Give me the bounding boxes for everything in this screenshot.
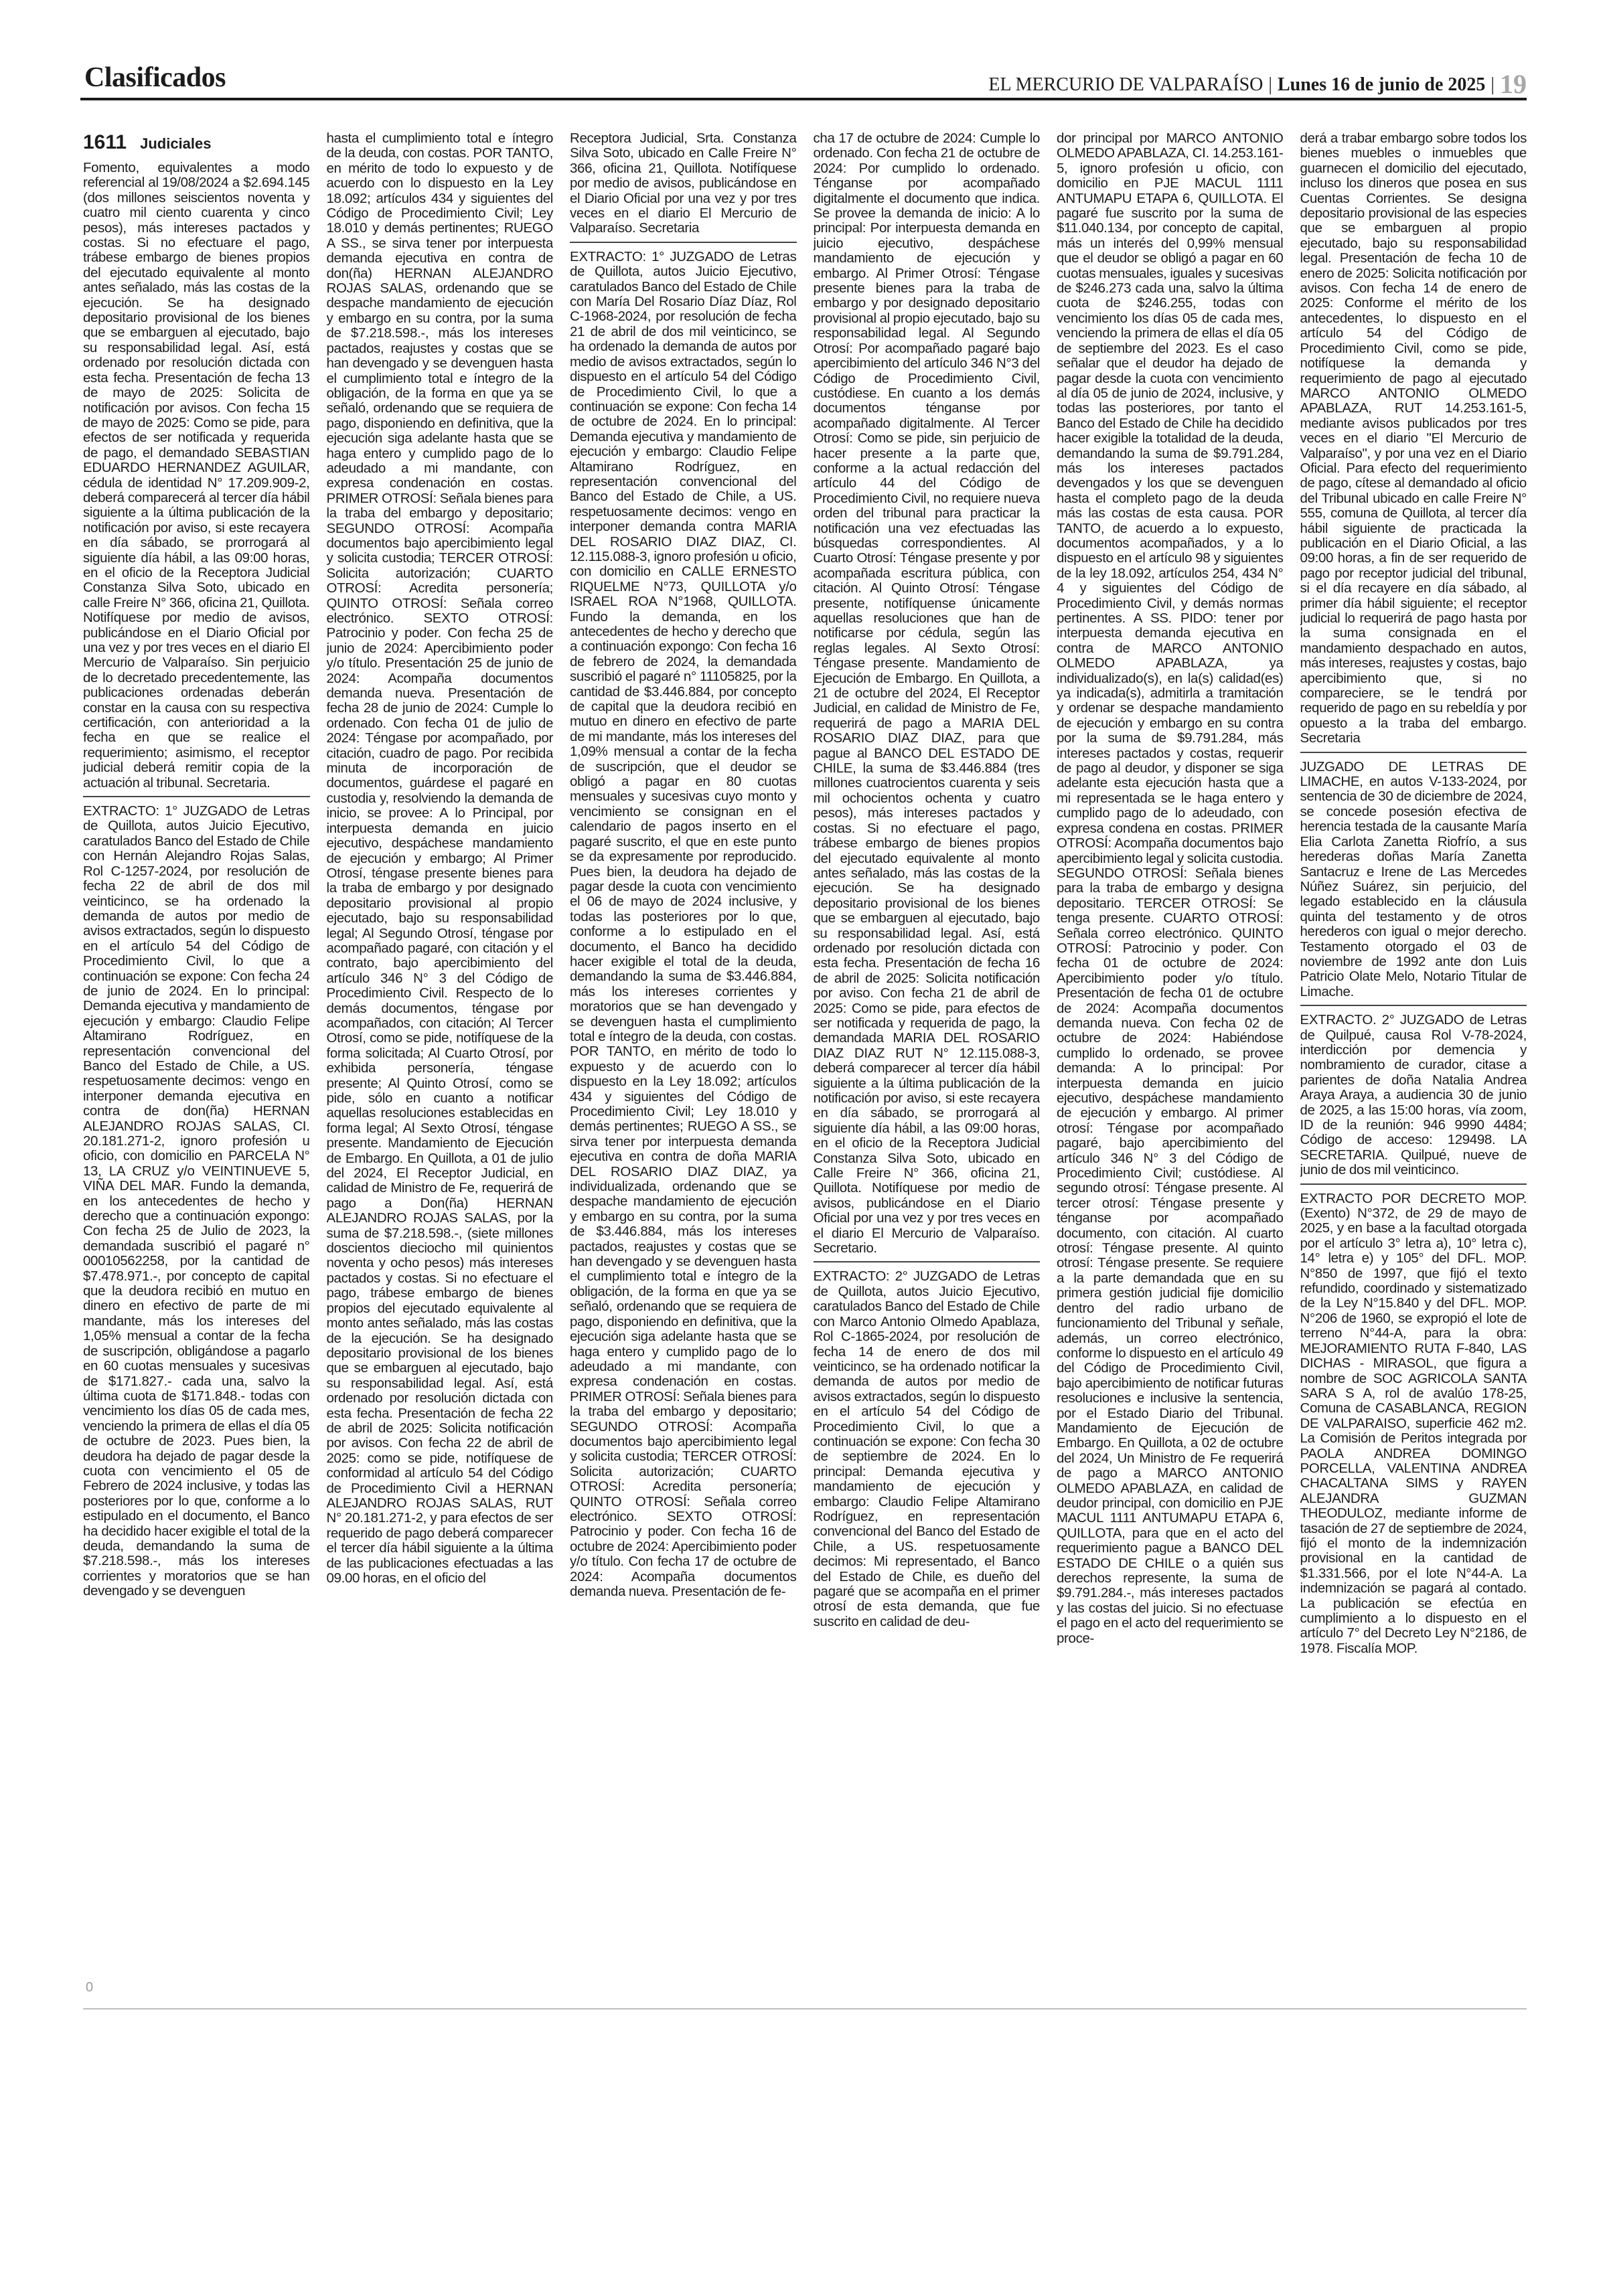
column-6 xyxy=(1300,131,1527,1979)
column-3 xyxy=(570,131,797,1979)
notice-text: hasta el cumplimiento total e íntegro de la deuda, con costas. POR TANTO, en mérito de todo lo expuesto y de acuerdo con lo dispuesto en la Ley 18.092; artículos 434 y siguientes del Código de Procedimiento Civil; Ley 18.010 y demás pertinentes; RUEGO A SS., se sirva tener por interpuesta demanda ejecutiva en contra de don(ña) HERNAN ALEJANDRO ROJAS SALAS, ordenando que se despache mandamiento de ejecución y embargo en su contra, por la suma de $7.218.598.-, más los intereses pactados, reajustes y costas que se han devengado y se devenguen hasta el cumplimiento total e íntegro de la obligación, de la forma en que ya se señaló, ordenando que se requiera de pago, disponiendo en definitiva, que la ejecución siga adelante hasta que se haga entero y cumplido pago de lo adeudado a mi mandante, con expresa condenación en costas. PRIMER OTROSÍ: Señala bienes para la traba del embargo y depositario; SEGUNDO OTROSÍ: Acompaña documentos bajo apercibimiento legal y solicita custodia; TERCER OTROSÍ: Solicita autorización; CUARTO OTROSÍ: Acredita personería; QUINTO OTROSÍ: Señala correo electrónico. SEXTO OTROSÍ: Patrocinio y poder. Con fecha 25 de junio de 2024: Apercibimiento poder y/o título. Presentación 25 de junio de 2024: Acompaña documentos demanda nueva. Presentación de fecha 28 de junio de 2024: Cumple lo ordenado. Con fecha 01 de julio de 2024: Téngase por acompañado, por citación, cuadro de pago. Por recibida minuta de incorporación de documentos, guárdese el pagaré en custodia y, resolviendo la demanda de inicio, se provee: A lo Principal, por interpuesta demanda en juicio ejecutivo, despáchese mandamiento de ejecución y embargo; Al Primer Otrosí, téngase presente bienes para la traba de embargo y por designado depositario provisional al propio ejecutado, bajo su responsabilidad legal; Al Segundo Otrosí, téngase por acompañado pagaré, con citación y el contrato, bajo apercibimiento del artículo 346 N° 3 del Código de Procedimiento Civil. Respecto de lo demás documentos, téngase por acompañados, con citación; Al Tercer Otrosí, como se pide, notifíquese de la forma solicitada; Al Cuarto Otrosí, por exhibida personería, téngase presente; Al Quinto Otrosí, como se pide, sólo en cuanto a notificar aquellas resoluciones establecidas en forma legal; Al Sexto Otrosí, téngase presente. Mandamiento de Ejecución de Embargo. En Quillota, a 01 de julio del 2024, El Receptor Judicial, en calidad de Ministro de Fe, requerirá de pago a Don(ña) HERNAN ALEJANDRO ROJAS SALAS, por la suma de $7.218.598.-, (siete millones doscientos dieciocho mil quinientos noventa y ocho pesos) más intereses pactados y costas. Si no efectuare el pago, trábese embargo de bienes propios del ejecutado equivalente al monto antes señalado, más las costas de la ejecución. Se ha designado depositario provisional de los bienes que se embarguen al ejecutado, bajo su responsabilidad legal. Así, está ordenado por resolución dictada con esta fecha. Presentación de fecha 22 de abril de 2025: Solicita notificación por avisos. Con fecha 22 de abril de 2025: como se pide, notifíquese de conformidad al artículo 54 del Código de Procedimiento Civil a HERNAN ALEJANDRO ROJAS SALAS, RUT N° 20.181.271-2, y para efectos de ser requerido de pago deberá comparecer el tercer día hábil siguiente a la última de las publicaciones efectuadas a las 09.00 horas, en el oficio del xyxy=(326,131,553,1586)
notice-text: EXTRACTO POR DECRETO MOP. (Exento) N°372, de 29 de mayo de 2025, y en base a la facultad otorgada por el artículo 3° letra a), 10° letra c), 14° letra e) y 105° del DFL. MOP. N°850 de 1997, que fijó el texto refundido, coordinado y sistematizado de la Ley N°15.840 y del DFL. MOP. N°206 de 1960, se expropió el lote de terreno N°44-A, para la obra: MEJORAMIENTO RUTA F-840, LAS DICHAS - MIRASOL, que figura a nombre de SOC AGRICOLA SANTA SARA S A, rol de avalúo 178-25, Comuna de CASABLANCA, REGION DE VALPARAISO, superficie 462 m2. La Comisión de Peritos integrada por PAOLA ANDREA DOMINGO PORCELLA, VALENTINA ANDREA CHACALTANA SIMS y RAYEN ALEJANDRA GUZMAN THEODULOZ, mediante informe de tasación de 27 de septiembre de 2024, fijó el monto de la indemnización provisional en la cantidad de $1.331.566, por el lote N°44-A. La indemnización se pagará al contado. La publicación se efectúa en cumplimiento a lo dispuesto en el artículo 7° del Decreto Ley N°2186, de 1978. Fiscalía MOP. xyxy=(1300,1190,1527,1656)
masthead xyxy=(988,68,1527,100)
issue-date: Lunes 16 de junio de 2025 xyxy=(1277,74,1486,95)
separator: | xyxy=(1490,74,1495,95)
newspaper-name: EL MERCURIO DE VALPARAÍSO xyxy=(988,74,1264,95)
classifieds-columns xyxy=(83,131,1527,1979)
bottom-rule xyxy=(83,2008,1527,2010)
section-code-number: 1611 xyxy=(83,131,127,153)
notice-text: cha 17 de octubre de 2024: Cumple lo ordenado. Con fecha 21 de octubre de 2024: Por cumplido lo ordenado. Ténganse por acompañado digitalmente el documento que indica. Se provee la demanda de inicio: A lo principal: Por interpuesta demanda en juicio ejecutivo, despáchese mandamiento de ejecución y embargo. Al Primer Otrosí: Téngase presente bienes para la traba de embargo y por designado depositario provisional al propio ejecutado, bajo su responsabilidad legal. Al Segundo Otrosí: Por acompañado pagaré bajo apercibimiento del artículo 346 N°3 del Código de Procedimiento Civil, custódiese. En cuanto a los demás documentos ténganse por acompañado digitalmente. Al Tercer Otrosí: Como se pide, sin perjuicio de hacer presente a la parte que, conforme a la actual redacción del artículo 44 del Código de Procedimiento Civil, no requiere nueva orden del tribunal para practicar la notificación una vez efectuadas las búsquedas correspondientes. Al Cuarto Otrosí: Téngase presente y por acompañada escritura pública, con citación. Al Quinto Otrosí: Téngase presente, notifíquense únicamente aquellas resoluciones que han de notificarse por cédula, según las reglas legales. Al Sexto Otrosí: Téngase presente. Mandamiento de Ejecución de Embargo. En Quillota, a 21 de octubre del 2024, El Receptor Judicial, en calidad de Ministro de Fe, requerirá de pago a MARIA DEL ROSARIO DIAZ DIAZ, para que pague al BANCO DEL ESTADO DE CHILE, la suma de $3.446.884 (tres millones cuatrocientos cuarenta y seis mil ochocientos ochenta y cuatro pesos), más intereses pactados y costas. Si no efectuare el pago, trábese embargo de bienes propios del ejecutado equivalente al monto antes señalado, más las costas de la ejecución. Se ha designado depositario provisional de los bienes que se embarguen al ejecutado, bajo su responsabilidad legal. Así, está ordenado por resolución dictada con esta fecha. Presentación de fecha 16 de abril de 2025: Solicita notificación por aviso. Con fecha 21 de abril de 2025: Como se pide, para efectos de ser notificada y requerida de pago, la demandada MARIA DEL ROSARIO DIAZ DIAZ RUT N° 12.115.088-3, deberá comparecer al tercer día hábil siguiente a la última publicación de la notificación por aviso, si este recayera en día sábado, se prorrogará al siguiente día hábil, a las 09:00 horas, en el oficio de la Receptora Judicial Constanza Silva Soto, ubicado en Calle Freire N° 366, oficina 21, Quillota. Notifíquese por medio de avisos, publicándose en el Diario Oficial por una vez y por tres veces en el diario El Mercurio de Valparaíso. Secretario. xyxy=(813,131,1040,1256)
notice-divider xyxy=(1300,1183,1527,1185)
page-number: 19 xyxy=(1500,69,1527,99)
column-1 xyxy=(83,131,310,1979)
notice-text: Receptora Judicial, Srta. Constanza Silva Soto, ubicado en Calle Freire N° 366, oficina 21, Quillota. Notifíquese por medio de avisos, publicándose en el Diario Oficial por una vez y por tres veces en el diario El Mercurio de Valparaíso. Secretaria xyxy=(570,131,797,236)
notice-text: EXTRACTO: 1° JUZGADO de Letras de Quillota, autos Juicio Ejecutivo, caratulados Banco del Estado de Chile con María Del Rosario Díaz Díaz, Rol C-1968-2024, por resolución de fecha 21 de abril de dos mil veinticinco, se ha ordenado la demanda de autos por medio de avisos extractados, según lo dispuesto en el artículo 54 del Código de Procedimiento Civil, lo que a continuación se expone: Con fecha 14 de octubre de 2024. En lo principal: Demanda ejecutiva y mandamiento de ejecución y embargo: Claudio Felipe Altamirano Rodríguez, en representación convencional del Banco del Estado de Chile, a US. respetuosamente decimos: vengo en interponer demanda contra MARIA DEL ROSARIO DIAZ DIAZ, CI. 12.115.088-3, ignoro profesión u oficio, con domicilio en CALLE ERNESTO RIQUELME N°73, QUILLOTA y/o ISRAEL ROA N°1968, QUILLOTA. Fundo la demanda, en los antecedentes de hecho y derecho que a continuación expongo: Con fecha 16 de febrero de 2024, la demandada suscribió el pagaré n° 11105825, por la cantidad de $3.446.884, por concepto de capital que la deudora recibió en mutuo en dinero en efectivo de parte de mi mandante, más los intereses del 1,09% mensual a contar de la fecha de suscripción, que el deudor se obligó a pagar en 80 cuotas mensuales y sucesivas cuyo monto y vencimiento se consignan en el calendario de pagos inserto en el pagaré suscrito, el que en este punto se da expresamente por reproducido. Pues bien, la deudora ha dejado de pagar desde la cuota con vencimiento el 06 de mayo de 2024 inclusive, y todas las posteriores por lo que, conforme a lo estipulado en el documento, el Banco ha decidido hacer exigible el total de la deuda, demandando la suma de $3.446.884, más los intereses corrientes y moratorios que se han devengado y se devenguen hasta el cumplimiento total e íntegro de la deuda, con costas. POR TANTO, en mérito de todo lo expuesto y de acuerdo con lo dispuesto en la Ley 18.092; artículos 434 y siguientes del Código de Procedimiento Civil; Ley 18.010 y demás pertinentes; RUEGO A SS., se sirva tener por interpuesta demanda ejecutiva en contra de doña MARIA DEL ROSARIO DIAZ DIAZ, ya individualizada, ordenando que se despache mandamiento de ejecución y embargo en su contra, por la suma de $3.446.884, más los intereses pactados, reajustes y costas que se han devengado y se devenguen hasta el cumplimiento total e íntegro de la obligación, de la forma en que ya se señaló, ordenando que se requiera de pago, disponiendo en definitiva, que la ejecución siga adelante hasta que se haga entero y cumplido pago de lo adeudado a mi mandante, con expresa condenación en costas. PRIMER OTROSÍ: Señala bienes para la traba del embargo y depositario; SEGUNDO OTROSÍ: Acompaña documentos bajo apercibimiento legal y solicita custodia; TERCER OTROSÍ: Solicita autorización; CUARTO OTROSÍ: Acredita personería; QUINTO OTROSÍ: Señala correo electrónico. SEXTO OTROSÍ: Patrocinio y poder. Con fecha 16 de octubre de 2024: Apercibimiento poder y/o título. Con fecha 17 de octubre de 2024: Acompaña documentos demanda nueva. Presentación de fe- xyxy=(570,248,797,1599)
separator: | xyxy=(1268,74,1272,95)
notice-text: dor principal por MARCO ANTONIO OLMEDO APABLAZA, CI. 14.253.161-5, ignoro profesión u oficio, con domicilio en PJE MACUL 1111 ANTUMAPU ETAPA 6, QUILLOTA. El pagaré fue suscrito por la suma de $11.040.134, por concepto de capital, más un interés del 0,99% mensual que el deudor se obligó a pagar en 60 cuotas mensuales, iguales y sucesivas de $246.273 cada una, salvo la última cuota de $246.255, todas con vencimiento los días 05 de cada mes, venciendo la primera de ellas el día 05 de septiembre del 2023. Es el caso señalar que el deudor ha dejado de pagar desde la cuota con vencimiento al día 05 de junio de 2024, inclusive, y todas las posteriores, por tanto el Banco del Estado de Chile ha decidido hacer exigible la totalidad de la deuda, demandando la suma de $9.791.284, más los intereses pactados devengados y los que se devenguen hasta el completo pago de la deuda más las costas de esta causa. POR TANTO, de acuerdo a lo expuesto, documentos acompañados, y a lo dispuesto en el artículo 98 y siguientes de la ley 18.092, artículos 254, 434 N° 4 y siguientes del Código de Procedimiento Civil, y demás normas pertinentes. A SS. PIDO: tener por interpuesta demanda ejecutiva en contra de MARCO ANTONIO OLMEDO APABLAZA, ya individualizado(s), en la(s) calidad(es) ya indicada(s), admitirla a tramitación y ordenar se despache mandamiento de ejecución y embargo en su contra por la suma de $9.791.284, más intereses pactados y costas, requerir de pago al deudor, y disponer se siga adelante esta ejecución hasta que a mi representada se le haga entero y cumplido pago de lo adeudado, con expresa condena en costas. PRIMER OTROSÍ: Acompaña documentos bajo apercibimiento legal y solicita custodia. SEGUNDO OTROSÍ: Señala bienes para la traba de embargo y designa depositario. TERCER OTROSÍ: Se tenga presente. CUARTO OTROSÍ: Señala correo electrónico. QUINTO OTROSÍ: Patrocinio y poder. Con fecha 01 de octubre de 2024: Apercibimiento poder y/o título. Presentación de fecha 01 de octubre de 2024: Acompaña documentos demanda nueva. Con fecha 02 de octubre de 2024: Habiéndose cumplido lo ordenado, se provee demanda: A lo principal: Por interpuesta demanda en juicio ejecutivo, despáchese mandamiento de ejecución y embargo. Al primer otrosí: Téngase por acompañado pagaré, bajo apercibimiento del artículo 346 N° 3 del Código de Procedimiento Civil; custódiese. Al segundo otrosí: Téngase presente. Al tercer otrosí: Téngase presente y ténganse por acompañado documento, con citación. Al cuarto otrosí: Téngase presente. Al quinto otrosí: Téngase presente. Se requiere a la parte demandada que en su primera gestión judicial fije domicilio dentro del radio urbano de funcionamiento del Tribunal y señale, además, un correo electrónico, conforme lo dispuesto en el artículo 49 del Código de Procedimiento Civil, bajo apercibimiento de notificar futuras resoluciones e inclusive la sentencia, por el Estado Diario del Tribunal. Mandamiento de Ejecución de Embargo. En Quillota, a 02 de octubre del 2024, Un Ministro de Fe requerirá de pago a MARCO ANTONIO OLMEDO APABLAZA, en calidad de deudor principal, con domicilio en PJE MACUL 1111 ANTUMAPU ETAPA 6, QUILLOTA, para que en el acto del requerimiento pague a BANCO DEL ESTADO DE CHILE o a quién sus derechos represente, la suma de $9.791.284.-, más intereses pactados y las costas del juicio. Si no efectuase el pago en el acto del requerimiento se proce- xyxy=(1057,131,1284,1646)
column-4 xyxy=(814,131,1041,1979)
column-2 xyxy=(327,131,554,1979)
page-header xyxy=(80,62,1527,100)
notice-text: EXTRACTO: 2° JUZGADO de Letras de Quillota, autos Juicio Ejecutivo, caratulados Banco del Estado de Chile con Marco Antonio Olmedo Apablaza, Rol C-1865-2024, por resolución de fecha 14 de enero de dos mil veinticinco, se ha ordenado notificar la demanda de autos por medio de avisos extractados, según lo dispuesto en el artículo 54 del Código de Procedimiento Civil, lo que a continuación se expone: Con fecha 30 de septiembre de 2024. En lo principal: Demanda ejecutiva y mandamiento de ejecución y embargo: Claudio Felipe Altamirano Rodríguez, en representación convencional del Banco del Estado de Chile, a US. respetuosamente decimos: Mi representado, el Banco del Estado de Chile, es dueño del pagaré que se acompaña en el primer otrosí de esta demanda, que fue suscrito en calidad de deu- xyxy=(813,1268,1040,1629)
notice-text: EXTRACTO: 1° JUZGADO de Letras de Quillota, autos Juicio Ejecutivo, caratulados Banco del Estado de Chile con Hernán Alejandro Rojas Salas, Rol C-1257-2024, por resolución de fecha 22 de abril de dos mil veinticinco, se ha ordenado la demanda de autos por medio de avisos extractados, según lo dispuesto en el artículo 54 del Código de Procedimiento Civil, lo que a continuación se expone: Con fecha 24 de junio de 2024. En lo principal: Demanda ejecutiva y mandamiento de ejecución y embargo: Claudio Felipe Altamirano Rodríguez, en representación convencional del Banco del Estado de Chile, a US. respetuosamente decimos: vengo en interponer demanda ejecutiva en contra de don(ña) HERNAN ALEJANDRO ROJAS SALAS, CI. 20.181.271-2, ignoro profesión u oficio, con domicilio en PARCELA N° 13, LA CRUZ y/o VEINTINUEVE 5, VIÑA DEL MAR. Fundo la demanda, en los antecedentes de hecho y derecho que a continuación expongo: Con fecha 25 de Julio de 2023, la demandada suscribió el pagaré n° 00010562258, por la cantidad de $7.478.971.-, por concepto de capital que la deudora recibió en mutuo en dinero en efectivo de parte de mi mandante, más los intereses del 1,05% mensual a contar de la fecha de suscripción, obligándose a pagarlo en 60 cuotas mensuales y sucesivas de $171.827.- cada una, salvo la última cuota de $171.848.- todas con vencimiento los días 05 de cada mes, venciendo la primera de ellas el día 05 de octubre de 2023. Pues bien, la deudora ha dejado de pagar desde la cuota con vencimiento el 05 de Febrero de 2024 inclusive, y todas las posteriores por lo que, conforme a lo estipulado en el documento, el Banco ha decidido hacer exigible el total de la deuda, demandando la suma de $7.218.598.-, más los intereses corrientes y moratorios que se han devengado y se devenguen xyxy=(83,803,310,1599)
notice-divider xyxy=(1300,752,1527,753)
notice-text: Fomento, equivalentes a modo referencial al 19/08/2024 a $2.694.145 (dos millones seiscientos noventa y cuatro mil ciento cuarenta y cinco pesos), más intereses pactados y costas. Si no efectuare el pago, trábese embargo de bienes propios del ejecutado equivalente al monto antes señalado, más las costas de la ejecución. Se ha designado depositario provisional de los bienes que se embarguen al ejecutado, bajo su responsabilidad legal. Así, está ordenado por resolución dictada con esta fecha. Presentación de fecha 13 de mayo de 2025: Solicita de notificación por avisos. Con fecha 15 de mayo de 2025: Como se pide, para efectos de ser notificada y requerida de pago, el demandado SEBASTIAN EDUARDO HERNANDEZ AGUILAR, cédula de identidad N° 17.209.909-2, deberá comparecerá al tercer día hábil siguiente a la última publicación de la notificación por aviso, si este recayera en día sábado, se prorrogará al siguiente día hábil, a las 09:00 horas, en el oficio de la Receptora Judicial Constanza Silva Soto, ubicado en calle Freire N° 366, oficina 21, Quillota. Notifíquese por medio de avisos, publicándose en el Diario Oficial por una vez y por tres veces en el diario El Mercurio de Valparaíso. Sin perjuicio de lo decretado precedentemente, las publicaciones ordenadas deberán constar en la causa con su respectiva certificación, con anterioridad a la fecha en que se realice el requerimiento; asimismo, el receptor judicial deberá remitir copia de la actuación al tribunal. Secretaria. xyxy=(83,160,310,791)
section-code xyxy=(83,131,310,154)
page-marker: 0 xyxy=(86,1980,94,1995)
notice-divider xyxy=(570,242,797,243)
section-title: Clasificados xyxy=(84,62,226,93)
column-5 xyxy=(1057,131,1284,1979)
notice-text: EXTRACTO. 2° JUZGADO de Letras de Quilpué, causa Rol V-78-2024, interdicción por demencia y nombramiento de curador, citase a parientes de doña Natalia Andrea Araya Araya, a audiencia 30 de junio de 2025, a las 15:00 horas, vía zoom, ID de la reunión: 946 9990 4484; Código de acceso: 129498. LA SECRETARIA. Quilpué, nueve de junio de dos mil veinticinco. xyxy=(1300,1012,1527,1178)
notice-text: derá a trabar embargo sobre todos los bienes muebles o inmuebles que guarnecen el domicilio del ejecutado, incluso los dineros que posea en sus Cuentas Corrientes. Se designa depositario provisional de las especies que se embarguen al propio ejecutado, bajo su responsabilidad legal. Presentación de fecha 10 de enero de 2025: Solicita notificación por avisos. Con fecha 14 de enero de 2025: Conforme el mérito de los antecedentes, lo dispuesto en el artículo 54 del Código de Procedimiento Civil, como se pide, notifíquese la demanda y requerimiento de pago al ejecutado MARCO ANTONIO OLMEDO APABLAZA, RUT 14.253.161-5, mediante avisos publicados por tres veces en el diario "El Mercurio de Valparaíso", y por una vez en el Diario Oficial. Para efecto del requerimiento de pago, cítese al demandado al oficio del Tribunal ubicado en calle Freire N° 555, comuna de Quillota, al tercer día hábil siguiente de practicada la publicación en el Diario Oficial, a las 09:00 horas, a fin de ser requerido de pago por receptor judicial del tribunal, si el día recayere en día sábado, al primer día hábil siguiente; el receptor judicial lo requerirá de pago hasta por la suma consignada en el mandamiento despachado en autos, más intereses, reajustes y costas, bajo apercibimiento que, si no compareciere, se le tendrá por requerido de pago en su rebeldía y por opuesto a la traba del embargo. Secretaria xyxy=(1300,131,1527,746)
notice-text: JUZGADO DE LETRAS DE LIMACHE, en autos V-133-2024, por sentencia de 30 de diciembre de 2024, se concede posesión efectiva de herencia testada de la causante María Elia Carlota Zanetta Riofrío, a sus herederas doñas María Zanetta Santacruz e Irene de Las Mercedes Núñez Suárez, sin perjuicio, del legado establecido en la cláusula quinta del testamento y de otros herederos con igual o mejor derecho. Testamento otorgado el 03 de noviembre de 1992 ante don Luis Patricio Olate Melo, Notario Titular de Limache. xyxy=(1300,758,1527,999)
section-code-label: Judiciales xyxy=(140,135,212,152)
notice-divider xyxy=(814,1261,1041,1262)
notice-divider xyxy=(83,796,310,797)
notice-divider xyxy=(1300,1005,1527,1006)
